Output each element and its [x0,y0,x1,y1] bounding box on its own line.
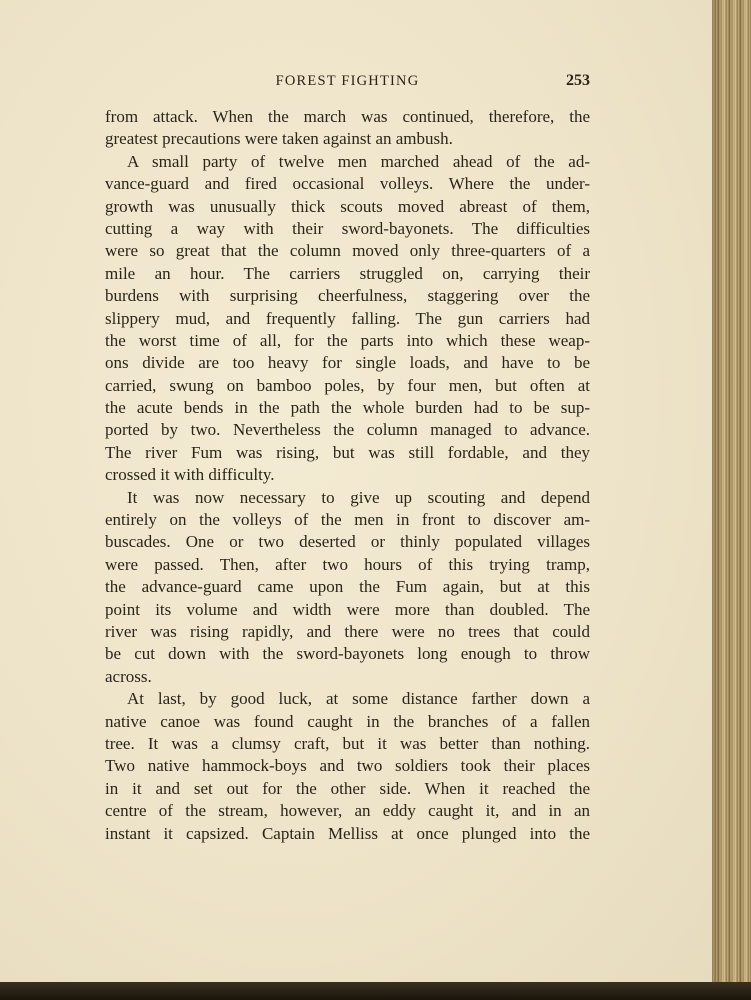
text-line: Two native hammock-boys and two soldiers took their places [105,756,590,776]
text-line: the acute bends in the path the whole burden had to be sup- [105,398,590,418]
text-line: across. [105,666,152,686]
text-line: buscades. One or two deserted or thinly populated villages [105,532,590,552]
text-line: crossed it with difficulty. [105,465,275,485]
text-line: The river Fum was rising, but was still fordable, and they [105,442,590,462]
text-line: point its volume and width were more than doubled. The [105,599,590,619]
text-line: river was rising rapidly, and there were no trees that could [105,621,590,641]
text-line: slippery mud, and frequently falling. The gun carriers had [105,308,590,328]
paragraph [105,688,590,845]
text-line: from attack. When the march was continued, therefore, the [105,107,590,126]
text-line: ons divide are too heavy for single loads, and have to be [105,353,590,373]
body-text [105,106,590,845]
page-header [105,72,590,92]
paragraph [105,151,590,487]
text-line: ported by two. Nevertheless the column managed to advance. [105,420,590,440]
paragraph [105,487,590,689]
text-line: be cut down with the sword-bayonets long enough to throw [105,644,590,664]
text-line: burdens with surprising cheerfulness, staggering over the [105,286,590,306]
text-line: cutting a way with their sword-bayonets. The difficulties [105,218,590,238]
running-title: FOREST FIGHTING [275,73,420,89]
text-line: growth was unusually thick scouts moved abreast of them, [105,196,590,216]
text-line: native canoe was found caught in the branches of a fallen [105,711,590,731]
text-line: It was now necessary to give up scouting and depend [127,487,590,507]
text-line: instant it capsized. Captain Melliss at once plunged into the [105,823,590,843]
book-bottom-shadow [0,982,751,1000]
text-line: At last, by good luck, at some distance farther down a [127,689,590,709]
text-line: entirely on the volleys of the men in front to discover am- [105,510,590,530]
text-line: carried, swung on bamboo poles, by four men, but often at [105,375,590,395]
text-line: were passed. Then, after two hours of this trying tramp, [105,554,590,574]
text-line: tree. It was a clumsy craft, but it was better than nothing. [105,733,590,753]
text-line: greatest precautions were taken against an ambush. [105,129,453,149]
book-page-edges [712,0,751,1000]
text-line: mile an hour. The carriers struggled on, carrying their [105,263,590,283]
page-number: 253 [566,72,590,89]
text-line: in it and set out for the other side. When it reached the [105,778,590,798]
text-line: A small party of twelve men marched ahead of the ad- [127,151,590,171]
text-line: the worst time of all, for the parts into which these weap- [105,330,590,350]
text-line: were so great that the column moved only three-quarters of a [105,241,590,261]
paragraph [105,106,590,151]
text-line: vance-guard and fired occasional volleys. Where the under- [105,174,590,194]
text-line: centre of the stream, however, an eddy caught it, and in an [105,801,590,821]
text-line: the advance-guard came upon the Fum again, but at this [105,577,590,597]
